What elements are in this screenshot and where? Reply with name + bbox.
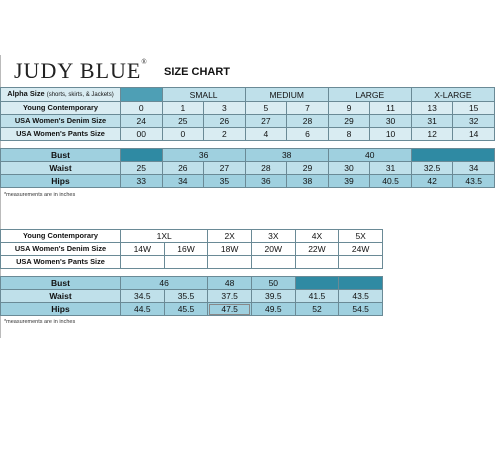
cell: [295, 256, 339, 269]
alpha-group-large: LARGE: [328, 88, 411, 102]
row-label: Young Contemporary: [1, 102, 121, 115]
cell: 32.5: [411, 162, 453, 175]
cell: [339, 256, 383, 269]
cell: 18W: [208, 243, 252, 256]
selected-cell[interactable]: 47.5: [208, 303, 252, 316]
cell: 38: [287, 175, 329, 188]
row-label: USA Women's Denim Size: [1, 243, 121, 256]
cell: 4: [245, 128, 287, 141]
cell: 39.5: [251, 290, 295, 303]
cell: 52: [295, 303, 339, 316]
row-label: USA Women's Denim Size: [1, 115, 121, 128]
cell: 28: [287, 115, 329, 128]
row-label: Young Contemporary: [1, 230, 121, 243]
waist-row: [1, 162, 495, 175]
cell: 14: [453, 128, 495, 141]
cell: 7: [287, 102, 329, 115]
row-label: USA Women's Pants Size: [1, 256, 121, 269]
cell: 29: [328, 115, 370, 128]
cell: 10: [370, 128, 412, 141]
young-contemporary-row: [1, 102, 495, 115]
measurement-note: *measurements are in inches: [4, 192, 76, 198]
top-measurement-table: [0, 148, 495, 188]
alpha-group-medium: MEDIUM: [245, 88, 328, 102]
cell: 34: [453, 162, 495, 175]
cell: 14W: [121, 243, 165, 256]
cell: 1: [162, 102, 204, 115]
cell: 44.5: [121, 303, 165, 316]
cell: [164, 256, 208, 269]
bust-label: Bust: [1, 277, 121, 290]
cell: 29: [287, 162, 329, 175]
cell: [208, 256, 252, 269]
cell: 40: [328, 149, 411, 162]
bust-blank-cell: [411, 149, 494, 162]
cell: 5: [245, 102, 287, 115]
cell: 00: [121, 128, 163, 141]
cell: 4X: [295, 230, 339, 243]
hips-plus-row: [1, 303, 383, 316]
cell: 6: [287, 128, 329, 141]
cell: 50: [251, 277, 295, 290]
pants-size-row: [1, 128, 495, 141]
cell: 22W: [295, 243, 339, 256]
cell: 24: [121, 115, 163, 128]
waist-plus-row: [1, 290, 383, 303]
cell: 34: [162, 175, 204, 188]
cell: 20W: [251, 243, 295, 256]
cell: 34.5: [121, 290, 165, 303]
bust-row: [1, 149, 495, 162]
cell: 41.5: [295, 290, 339, 303]
cell: 35: [204, 175, 246, 188]
bust-blank-cell: [121, 149, 163, 162]
denim-size-row: [1, 115, 495, 128]
young-contemporary-plus-row: [1, 230, 383, 243]
cell: 5X: [339, 230, 383, 243]
cell: 30: [328, 162, 370, 175]
cell: 43.5: [339, 290, 383, 303]
cell: 36: [245, 175, 287, 188]
hips-row: [1, 175, 495, 188]
cell: 11: [370, 102, 412, 115]
cell: 2X: [208, 230, 252, 243]
waist-label: Waist: [1, 162, 121, 175]
measurement-note: *measurements are in inches: [4, 319, 76, 325]
cell: 3X: [251, 230, 295, 243]
cell: 54.5: [339, 303, 383, 316]
cell: 8: [328, 128, 370, 141]
cell: 24W: [339, 243, 383, 256]
waist-label: Waist: [1, 290, 121, 303]
bust-blank-cell: [295, 277, 339, 290]
cell: [121, 256, 165, 269]
cell: 36: [162, 149, 245, 162]
cell: 27: [245, 115, 287, 128]
page-title: SIZE CHART: [164, 66, 230, 78]
brand-logo: [14, 58, 148, 84]
alpha-blank-cell: [121, 88, 163, 102]
row-label: USA Women's Pants Size: [1, 128, 121, 141]
pants-plus-row: [1, 256, 383, 269]
hips-label: Hips: [1, 303, 121, 316]
brand-name: JUDY BLUE: [14, 58, 142, 83]
cell: 35.5: [164, 290, 208, 303]
cell: 31: [411, 115, 453, 128]
cell: 33: [121, 175, 163, 188]
registered-mark: ®: [141, 58, 148, 66]
bottom-size-table: [0, 229, 383, 269]
alpha-group-xlarge: X-LARGE: [411, 88, 494, 102]
cell: 28: [245, 162, 287, 175]
cell: 39: [328, 175, 370, 188]
cell: 31: [370, 162, 412, 175]
cell: 12: [411, 128, 453, 141]
bottom-measurement-table: [0, 276, 383, 316]
cell: [251, 256, 295, 269]
cell: 37.5: [208, 290, 252, 303]
cell: 3: [204, 102, 246, 115]
bust-blank-cell: [339, 277, 383, 290]
top-size-table: [0, 87, 495, 141]
cell: 13: [411, 102, 453, 115]
cell: 9: [328, 102, 370, 115]
cell: 45.5: [164, 303, 208, 316]
cell: 25: [121, 162, 163, 175]
cell: 49.5: [251, 303, 295, 316]
cell: 26: [162, 162, 204, 175]
alpha-size-label: Alpha Size (shorts, skirts, & Jackets): [1, 88, 121, 102]
cell: 38: [245, 149, 328, 162]
cell: 43.5: [453, 175, 495, 188]
cell: 26: [204, 115, 246, 128]
bust-label: Bust: [1, 149, 121, 162]
cell: 16W: [164, 243, 208, 256]
cell: 25: [162, 115, 204, 128]
cell: 1XL: [121, 230, 208, 243]
cell: 32: [453, 115, 495, 128]
cell: 40.5: [370, 175, 412, 188]
denim-plus-row: [1, 243, 383, 256]
bust-plus-row: [1, 277, 383, 290]
cell: 46: [121, 277, 208, 290]
cell: 15: [453, 102, 495, 115]
alpha-group-small: SMALL: [162, 88, 245, 102]
cell: 30: [370, 115, 412, 128]
alpha-size-row: [1, 88, 495, 102]
cell: 0: [162, 128, 204, 141]
hips-label: Hips: [1, 175, 121, 188]
cell: 2: [204, 128, 246, 141]
cell: 48: [208, 277, 252, 290]
cell: 0: [121, 102, 163, 115]
cell: 27: [204, 162, 246, 175]
cell: 42: [411, 175, 453, 188]
